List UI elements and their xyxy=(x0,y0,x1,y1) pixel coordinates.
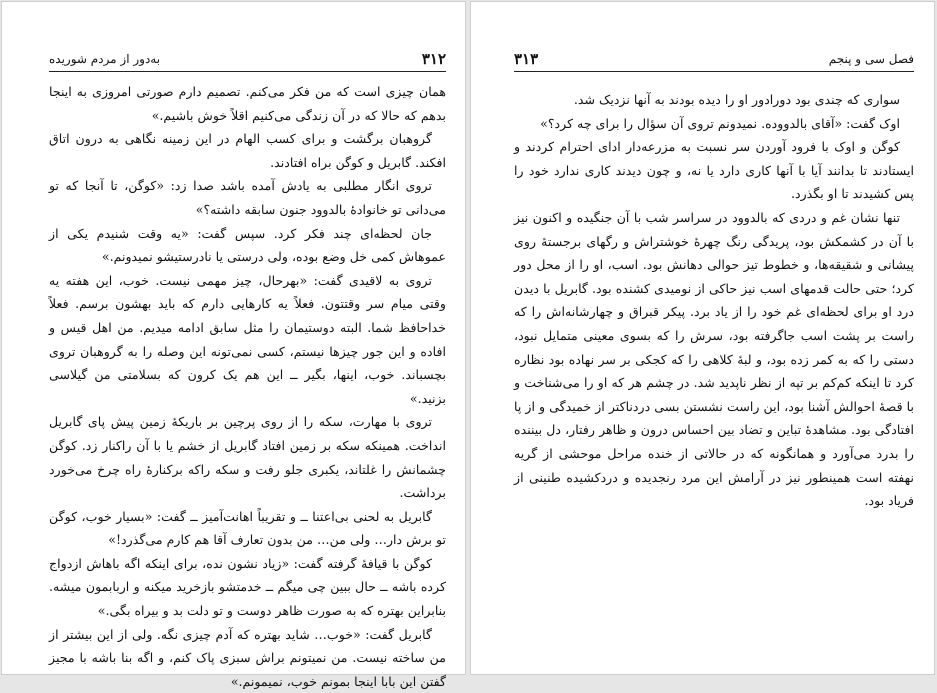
paragraph: اوک گفت: «آقای بالدووده. نمیدونم تروی آن سؤال را برای چه کرد؟» xyxy=(540,115,900,131)
right-header-rule xyxy=(514,71,914,72)
right-page-header xyxy=(514,49,914,69)
paragraph: گروهبان برگشت و برای کسب الهام در این زمینه نگاهی به درون اتاق افکند. گابریل و کوگن براه افتادند. xyxy=(49,131,446,170)
left-page-header xyxy=(49,49,446,69)
paragraph: گابریل به لحنی بی‌اعتنا ــ و تقریباً اهانت‌آمیز ــ گفت: «بسیار خوب، کوگن تو برش دار… ولی من… من بدون تعارف آقا هم کارم می‌گذرد!» xyxy=(49,508,446,548)
paragraph: کوگن با قیافهٔ گرفته گفت: «زیاد نشون نده، برای اینکه اگه باهاش ازدواج کرده باشه ــ حال ببین چی میگم ــ خدمتشو بازخرید میکنه و اربابمون میشه. بنابراین بهتره که به صورت ظاهر دوست و تو دلت بد و بیراه بگی.» xyxy=(49,555,446,619)
left-page-text xyxy=(49,80,446,693)
paragraph: کوگن و اوک با فرود آوردن سر نسبت به مزرعه‌دار ادای احترام کردند و ایستادند تا بدانند آیا با آنها کاری دارد یا نه، و چون دیدند کاری ندارد خود را پس کشیدند تا او بگذرد. xyxy=(514,139,914,202)
right-page-number: ۳۱۳ xyxy=(514,50,539,68)
paragraph: گابریل گفت: «خوب… شاید بهتره که آدم چیزی نگه. ولی از این بیشتر از من ساخته نیست. من نمیتونم براش سبزی پاک کنم، و اگه بنا باشه با مجیز گفتن این بابا اینجا بمونم خوب، نمیمونم.» xyxy=(49,626,446,689)
paragraph: تروی با مهارت، سکه را از روی پرچین بر باریکهٔ زمین پیش پای گابریل انداخت. همینکه سکه بر زمین افتاد گابریل از خشم یا با آن راکنار زد. کوگن چشمانش را غلتاند، یکبری جلو رفت و سکه راکه برکنارهٔ راه چرخ می‌خورد برداشت. xyxy=(49,414,446,501)
right-page xyxy=(470,1,935,675)
right-page-text xyxy=(514,88,914,513)
left-page xyxy=(1,1,466,689)
paragraph: تروی انگار مطلبی به یادش آمده باشد صدا زد: «کوگن، تا آنجا که تو می‌دانی تو خانوادهٔ بالدوود جنون سابقه داشته؟» xyxy=(49,178,446,217)
paragraph: همان چیزی است که من فکر می‌کنم. تصمیم دارم صورتی امروزی به اینجا بدهم که حالا که در آن زندگی می‌کنیم اقلاً خوش باشیم.» xyxy=(49,84,446,123)
left-header-rule xyxy=(49,71,446,72)
right-running-title: فصل سی و پنجم xyxy=(828,52,914,66)
left-page-number: ۳۱۲ xyxy=(421,50,446,68)
paragraph: تروی به لاقیدی گفت: «بهرحال، چیز مهمی نیست. خوب، این هفته یه وقتی میام سر وقتتون. فعلاً یه کارهایی دارم که باید بهشون برسم. فعلاً خداحافظ شما. البته دوستیمان را مثل سابق ادامه میدیم. من اهل قیس و افاده و این جور چیزها نیستم، کسی نمی‌تونه این وصله را به گروهبان تروی بچسباند. خوب، اینها، بگیر ــ این هم یک کرون که بسلامتی من گیلاسی بزنید.» xyxy=(49,272,446,406)
left-running-title: به‌دور از مردم شوریده xyxy=(49,52,161,66)
paragraph: جان لحظه‌ای چند فکر کرد. سپس گفت: «یه وقت شنیدم یکی از عموهاش کمی خل وضع بوده، ولی درستی یا نادرستیشو نمیدونم.» xyxy=(49,225,446,265)
paragraph: سواری که چندی بود دورادور او را دیده بودند به آنها نزدیک شد. xyxy=(573,92,900,107)
paragraph: تنها نشان غم و دردی که بالدوود در سراسر شب با آن جنگیده و اکنون نیز با آن در کشمکش بود، پریدگی رنگ چهرهٔ خوشتراش و رگهای برجستهٔ روی پیشانی و شقیقه‌ها، و خطوط تیز حوالی دهانش بود. اسب، او را از محل دور کرد؛ حتی حالت قدمهای اسب نیز حاکی از نومیدی کشنده بود. گابریل با دیدن درد او برای لحظه‌ای غم خود را از یاد برد. پیکر قبراق و چهارشانه‌اش را که راست بر پشت اسب جاگرفته بود، سرش را که بسوی معینی متمایل نبود، دستی را که به کمر زده بود، و لبهٔ کلاهی را که کجکی بر سر نهاده بود نظاره کرد تا اینکه کم‌کم بر تپه از نظر ناپدید شد. در چشم هر که او را می‌شناخت و با قصهٔ احوالش آشنا بود، این راست نشستن بسی دردناکتر از خمیدگی و از پا افتادگی بود. مشاهدهٔ تباین و تضاد بین احساس درون و ظاهر رفتار، دل بیننده را بدرد می‌آورد و همانگونه که در حالاتی از خنده مراحل موحشی از گریه نهفته است همینطور نیز در آرامش این مرد رنجدیده و دردکشیده طنینی از فریاد بود. xyxy=(514,209,914,509)
